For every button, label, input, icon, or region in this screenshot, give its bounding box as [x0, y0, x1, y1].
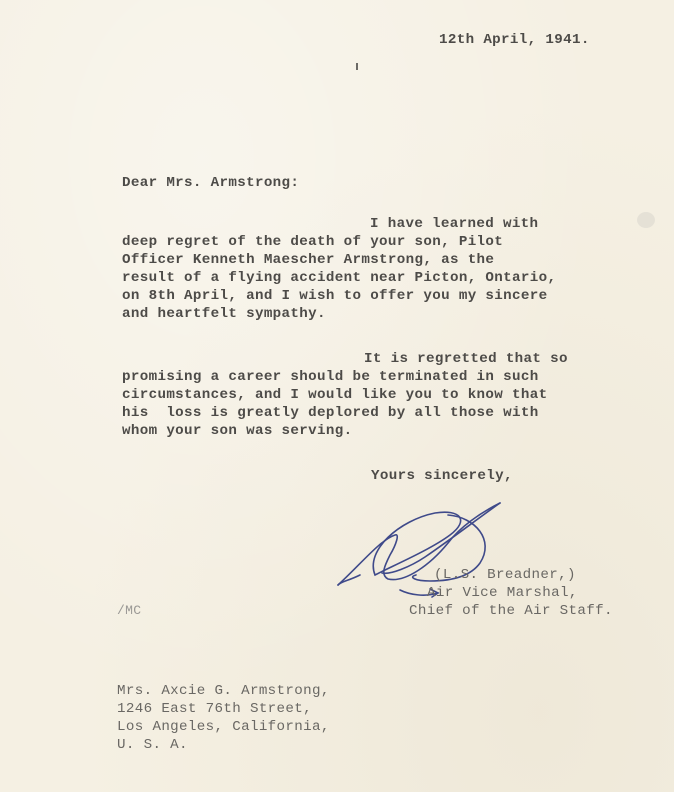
- paragraph-line: It is regretted that so: [364, 351, 568, 367]
- signatory-title: Chief of the Air Staff.: [409, 603, 613, 619]
- paragraph-line: and heartfelt sympathy.: [122, 306, 326, 322]
- paragraph-line: promising a career should be terminated in such: [122, 369, 539, 385]
- paragraph-line: deep regret of the death of your son, Pilot: [122, 234, 504, 250]
- paper-smudge: [637, 212, 655, 228]
- signatory-name: (L.S. Breadner,): [434, 567, 576, 583]
- paragraph-line: I have learned with: [370, 216, 539, 232]
- salutation: Dear Mrs. Armstrong:: [122, 175, 300, 191]
- address-line: Los Angeles, California,: [117, 719, 330, 735]
- closing: Yours sincerely,: [371, 468, 513, 484]
- paragraph-line: result of a flying accident near Picton, Ontario,: [122, 270, 557, 286]
- address-line: Mrs. Axcie G. Armstrong,: [117, 683, 330, 699]
- paragraph-line: Officer Kenneth Maescher Armstrong, as the: [122, 252, 495, 268]
- address-line: U. S. A.: [117, 737, 188, 753]
- paragraph-line: whom your son was serving.: [122, 423, 353, 439]
- signatory-rank: Air Vice Marshal,: [427, 585, 578, 601]
- paper-mark: [356, 63, 358, 70]
- letter-date: 12th April, 1941.: [439, 32, 590, 48]
- paragraph-line: his loss is greatly deplored by all those with: [122, 405, 539, 421]
- paragraph-line: on 8th April, and I wish to offer you my sincere: [122, 288, 548, 304]
- address-line: 1246 East 76th Street,: [117, 701, 313, 717]
- paragraph-line: circumstances, and I would like you to know that: [122, 387, 548, 403]
- reference-initials: /MC: [117, 603, 142, 618]
